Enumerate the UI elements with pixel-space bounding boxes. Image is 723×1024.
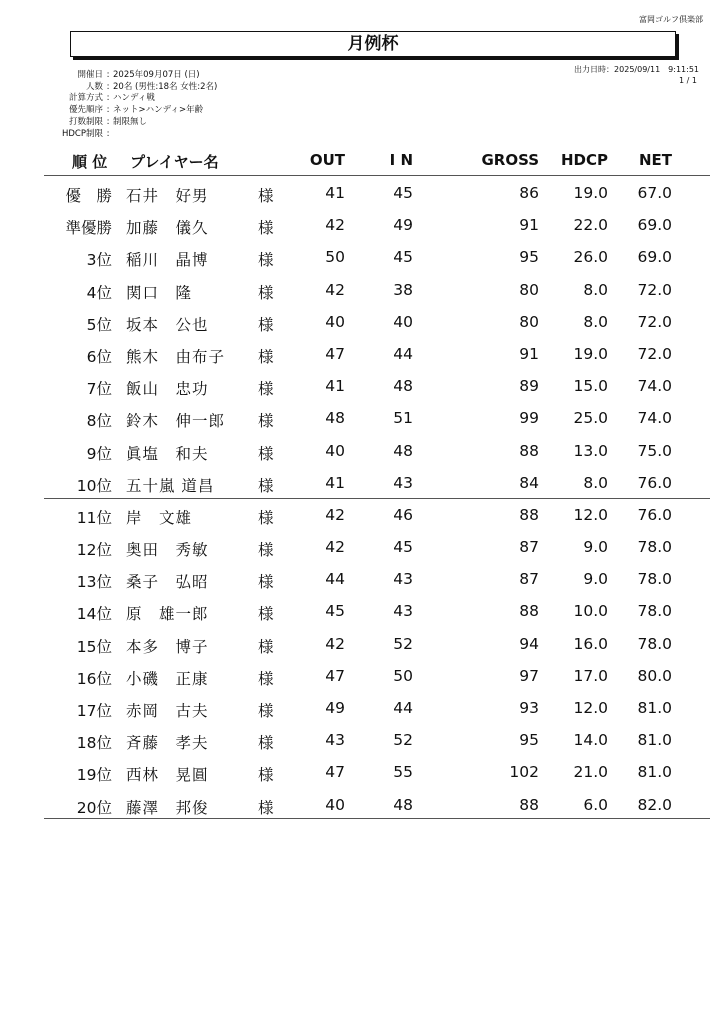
- print-info: [574, 64, 699, 86]
- in-score: 52: [393, 634, 413, 653]
- net-score: 81.0: [637, 763, 672, 782]
- player-name: 西林 晃圓: [126, 766, 209, 785]
- honorific: 様: [258, 412, 274, 431]
- out-score: 40: [325, 795, 345, 814]
- gross-score: 99: [519, 409, 539, 428]
- meta-row: [40, 105, 217, 117]
- hdcp-value: 14.0: [573, 731, 608, 750]
- meta-colon: :: [106, 116, 110, 127]
- player-name: 熊木 由布子: [126, 347, 226, 366]
- meta-colon: :: [106, 105, 110, 116]
- hdcp-value: 12.0: [573, 699, 608, 717]
- table-row: [0, 628, 723, 660]
- col-gross: GROSS: [481, 151, 539, 169]
- gross-score: 80: [519, 312, 539, 331]
- in-score: 51: [393, 409, 413, 428]
- honorific: 様: [258, 251, 274, 270]
- gross-score: 93: [519, 699, 539, 717]
- honorific: 様: [258, 347, 274, 366]
- player-name: 桑子 弘昭: [126, 573, 209, 592]
- meta-label: 計算方式: [68, 93, 103, 104]
- header-divider: [44, 175, 710, 176]
- table-row: [0, 209, 723, 241]
- in-score: 40: [393, 312, 413, 331]
- gross-score: 91: [519, 216, 539, 235]
- player-name: 鈴木 伸一郎: [126, 412, 226, 431]
- hdcp-value: 26.0: [573, 248, 608, 267]
- gross-score: 97: [519, 666, 539, 685]
- out-score: 41: [325, 473, 345, 492]
- player-name: 原 雄一郎: [126, 605, 209, 624]
- table-row: [0, 692, 723, 724]
- hdcp-value: 10.0: [573, 602, 608, 621]
- out-score: 41: [325, 184, 345, 202]
- meta-colon: :: [106, 81, 110, 92]
- in-score: 50: [393, 666, 413, 685]
- out-score: 49: [325, 699, 345, 717]
- net-score: 69.0: [637, 248, 672, 267]
- net-score: 78.0: [637, 538, 672, 557]
- in-score: 48: [393, 795, 413, 814]
- in-score: 45: [393, 538, 413, 557]
- gross-score: 88: [519, 795, 539, 814]
- net-score: 74.0: [637, 409, 672, 428]
- out-score: 42: [325, 538, 345, 557]
- hdcp-value: 19.0: [573, 344, 608, 363]
- player-name: 五十嵐 道昌: [126, 476, 215, 495]
- net-score: 72.0: [637, 312, 672, 331]
- honorific: 様: [258, 187, 274, 205]
- hdcp-value: 8.0: [583, 312, 608, 331]
- gross-score: 84: [519, 473, 539, 492]
- table-row: [0, 177, 723, 209]
- honorific: 様: [258, 508, 274, 527]
- rank: 8位: [86, 412, 112, 431]
- meta-row: [40, 70, 217, 82]
- out-score: 40: [325, 312, 345, 331]
- table-row: [0, 756, 723, 788]
- hdcp-value: 8.0: [583, 473, 608, 492]
- in-score: 48: [393, 377, 413, 396]
- meta-label: 開催日: [77, 70, 103, 80]
- table-bottom-divider: [44, 818, 710, 819]
- out-score: 41: [325, 377, 345, 396]
- honorific: 様: [258, 541, 274, 560]
- meta-colon: :: [106, 70, 110, 80]
- out-score: 44: [325, 570, 345, 589]
- top10-divider: [44, 498, 710, 499]
- net-score: 75.0: [637, 441, 672, 460]
- player-name: 眞塩 和夫: [126, 444, 209, 463]
- player-name: 赤岡 古夫: [126, 702, 209, 720]
- in-score: 38: [393, 280, 413, 299]
- gross-score: 87: [519, 570, 539, 589]
- net-score: 82.0: [637, 795, 672, 814]
- net-score: 72.0: [637, 344, 672, 363]
- honorific: 様: [258, 283, 274, 302]
- honorific: 様: [258, 798, 274, 817]
- in-score: 43: [393, 602, 413, 621]
- hdcp-value: 8.0: [583, 280, 608, 299]
- meta-row: [40, 82, 217, 94]
- gross-score: 91: [519, 344, 539, 363]
- out-score: 40: [325, 441, 345, 460]
- rank: 19位: [76, 766, 112, 785]
- hdcp-value: 22.0: [573, 216, 608, 235]
- rank: 13位: [76, 573, 112, 592]
- net-score: 78.0: [637, 634, 672, 653]
- honorific: 様: [258, 637, 274, 656]
- out-score: 47: [325, 763, 345, 782]
- table-row: [0, 595, 723, 627]
- rank: 3位: [86, 251, 112, 270]
- out-score: 47: [325, 666, 345, 685]
- club-name: 富岡ゴルフ倶楽部: [639, 15, 703, 24]
- in-score: 48: [393, 441, 413, 460]
- out-score: 45: [325, 602, 345, 621]
- honorific: 様: [258, 702, 274, 720]
- out-score: 43: [325, 731, 345, 750]
- net-score: 78.0: [637, 570, 672, 589]
- in-score: 55: [393, 763, 413, 782]
- net-score: 76.0: [637, 473, 672, 492]
- rank: 優 勝: [65, 187, 112, 205]
- player-name: 坂本 公也: [126, 315, 209, 334]
- net-score: 69.0: [637, 216, 672, 235]
- meta-row: [40, 117, 217, 129]
- honorific: 様: [258, 219, 274, 238]
- gross-score: 87: [519, 538, 539, 557]
- table-row: [0, 370, 723, 402]
- honorific: 様: [258, 766, 274, 785]
- honorific: 様: [258, 476, 274, 495]
- table-row: [0, 274, 723, 306]
- meta-label: 優先順序: [68, 105, 103, 116]
- honorific: 様: [258, 315, 274, 334]
- meta-label: HDCP制限: [62, 128, 103, 139]
- player-name: 稲川 晶博: [126, 251, 209, 270]
- table-row: [0, 338, 723, 370]
- rank: 7位: [86, 380, 112, 399]
- hdcp-value: 16.0: [573, 634, 608, 653]
- printed-at: 出力日時：2025/09/11 9:11:51: [574, 65, 699, 74]
- honorific: 様: [258, 573, 274, 592]
- out-score: 47: [325, 344, 345, 363]
- hdcp-value: 12.0: [573, 505, 608, 524]
- meta-value: ハンディ戦: [113, 93, 155, 104]
- in-score: 44: [393, 699, 413, 717]
- in-score: 45: [393, 248, 413, 267]
- rank: 4位: [86, 283, 112, 302]
- gross-score: 88: [519, 505, 539, 524]
- hdcp-value: 25.0: [573, 409, 608, 428]
- meta-value: ネット>ハンディ>年齢: [113, 105, 204, 116]
- out-score: 48: [325, 409, 345, 428]
- rank: 12位: [76, 541, 112, 560]
- in-score: 45: [393, 184, 413, 202]
- hdcp-value: 21.0: [573, 763, 608, 782]
- table-row: [0, 435, 723, 467]
- col-player: プレイヤー名: [130, 153, 219, 171]
- in-score: 43: [393, 570, 413, 589]
- gross-score: 102: [509, 763, 539, 782]
- gross-score: 95: [519, 731, 539, 750]
- page-number: 1 / 1: [679, 76, 697, 85]
- gross-score: 89: [519, 377, 539, 396]
- in-score: 43: [393, 473, 413, 492]
- in-score: 52: [393, 731, 413, 750]
- hdcp-value: 9.0: [583, 538, 608, 557]
- rank: 17位: [76, 702, 112, 720]
- rank: 14位: [76, 605, 112, 624]
- gross-score: 86: [519, 184, 539, 202]
- out-score: 50: [325, 248, 345, 267]
- in-score: 49: [393, 216, 413, 235]
- player-name: 小磯 正康: [126, 669, 209, 688]
- hdcp-value: 6.0: [583, 795, 608, 814]
- rank: 15位: [76, 637, 112, 656]
- net-score: 67.0: [637, 184, 672, 202]
- meta-value: 20名 (男性:18名 女性:2名): [113, 81, 218, 92]
- results-header: [0, 151, 723, 173]
- honorific: 様: [258, 605, 274, 624]
- col-in: I N: [389, 151, 413, 169]
- out-score: 42: [325, 280, 345, 299]
- table-row: [0, 499, 723, 531]
- rank: 11位: [76, 508, 112, 527]
- meta-row: [40, 93, 217, 105]
- competition-meta: [40, 70, 217, 140]
- rank: 10位: [76, 476, 112, 495]
- net-score: 78.0: [637, 602, 672, 621]
- table-row: [0, 789, 723, 821]
- in-score: 46: [393, 505, 413, 524]
- hdcp-value: 13.0: [573, 441, 608, 460]
- rank: 18位: [76, 734, 112, 753]
- rank: 20位: [76, 798, 112, 817]
- gross-score: 94: [519, 634, 539, 653]
- net-score: 72.0: [637, 280, 672, 299]
- player-name: 飯山 忠功: [126, 380, 209, 399]
- rank: 5位: [86, 315, 112, 334]
- net-score: 80.0: [637, 666, 672, 685]
- player-name: 斉藤 孝夫: [126, 734, 209, 753]
- net-score: 81.0: [637, 731, 672, 750]
- col-out: OUT: [309, 151, 345, 169]
- honorific: 様: [258, 734, 274, 753]
- net-score: 81.0: [637, 699, 672, 717]
- table-row: [0, 402, 723, 434]
- honorific: 様: [258, 669, 274, 688]
- meta-colon: :: [106, 93, 110, 104]
- rank: 16位: [76, 669, 112, 688]
- gross-score: 95: [519, 248, 539, 267]
- out-score: 42: [325, 505, 345, 524]
- gross-score: 88: [519, 602, 539, 621]
- report-title: 月例杯: [70, 31, 676, 57]
- hdcp-value: 19.0: [573, 184, 608, 202]
- gross-score: 88: [519, 441, 539, 460]
- hdcp-value: 17.0: [573, 666, 608, 685]
- table-row: [0, 306, 723, 338]
- table-row: [0, 660, 723, 692]
- honorific: 様: [258, 380, 274, 399]
- player-name: 奥田 秀敏: [126, 541, 209, 560]
- table-row: [0, 241, 723, 273]
- out-score: 42: [325, 634, 345, 653]
- net-score: 74.0: [637, 377, 672, 396]
- rank: 9位: [86, 444, 112, 463]
- in-score: 44: [393, 344, 413, 363]
- player-name: 加藤 儀久: [126, 219, 209, 238]
- meta-colon: :: [106, 128, 110, 139]
- meta-label: 打数制限: [68, 116, 103, 127]
- col-net: NET: [638, 151, 672, 169]
- table-row: [0, 563, 723, 595]
- player-name: 石井 好男: [126, 187, 209, 205]
- col-hdcp: HDCP: [560, 151, 608, 169]
- meta-label: 人数: [85, 81, 103, 92]
- meta-value: 制限無し: [113, 116, 148, 127]
- meta-row: [40, 129, 217, 141]
- player-name: 岸 文雄: [126, 508, 193, 527]
- meta-value: 2025年09月07日 (日): [113, 70, 200, 80]
- gross-score: 80: [519, 280, 539, 299]
- table-row: [0, 724, 723, 756]
- table-row: [0, 467, 723, 499]
- rank: 準優勝: [65, 219, 112, 238]
- rank: 6位: [86, 347, 112, 366]
- hdcp-value: 15.0: [573, 377, 608, 396]
- honorific: 様: [258, 444, 274, 463]
- out-score: 42: [325, 216, 345, 235]
- player-name: 藤澤 邦俊: [126, 798, 209, 817]
- table-row: [0, 531, 723, 563]
- hdcp-value: 9.0: [583, 570, 608, 589]
- net-score: 76.0: [637, 505, 672, 524]
- player-name: 本多 博子: [126, 637, 209, 656]
- col-rank: 順 位: [72, 153, 108, 171]
- player-name: 関口 隆: [126, 283, 193, 302]
